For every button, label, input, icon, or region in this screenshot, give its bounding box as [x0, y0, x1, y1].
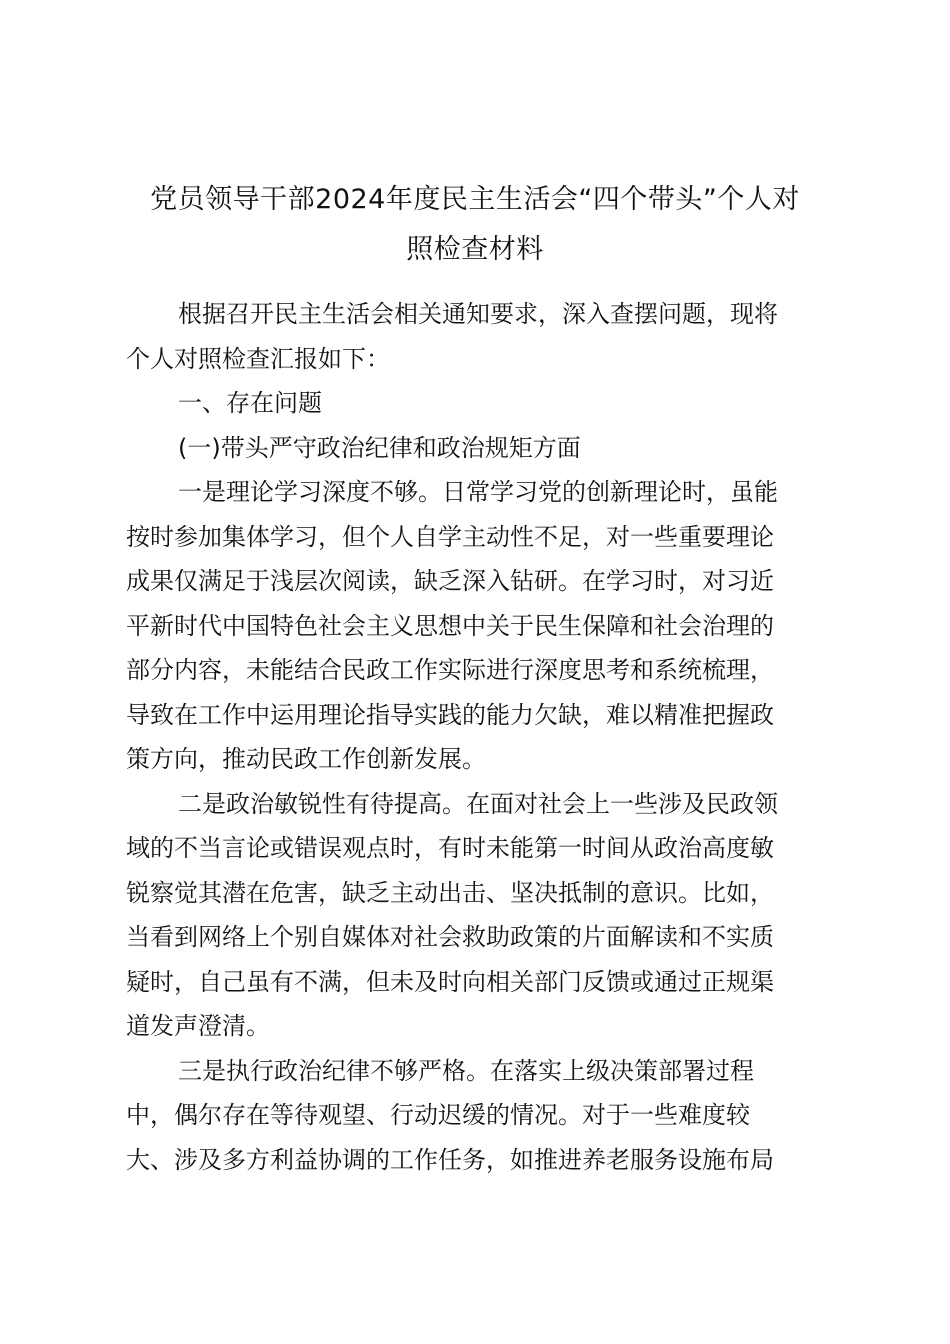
text-line: 锐察觉其潜在危害，缺乏主动出击、坚决抵制的意识。比如，: [126, 878, 774, 907]
text-line: 平新时代中国特色社会主义思想中关于民生保障和社会治理的: [126, 611, 774, 640]
text-line: 个人对照检查汇报如下：: [126, 344, 390, 373]
text-line: 根据召开民主生活会相关通知要求，深入查摆问题，现将: [178, 300, 778, 328]
title-line: 党员领导干部2024年度民主生活会“四个带头”个人对: [150, 184, 800, 215]
text-line: 域的不当言论或错误观点时，有时未能第一时间从政治高度敏: [126, 834, 774, 862]
subsection-heading: [126, 426, 826, 471]
text-line: 导致在工作中运用理论指导实践的能力欠缺，难以精准把握政: [126, 700, 774, 729]
section-heading: [126, 381, 826, 426]
text-line: 中，偶尔存在等待观望、行动迟缓的情况。对于一些难度较: [126, 1101, 750, 1129]
text-line: 三是执行政治纪律不够严格。在落实上级决策部署过程: [178, 1056, 754, 1085]
body-paragraph: [126, 782, 826, 1049]
text-line: 部分内容，未能结合民政工作实际进行深度思考和系统梳理，: [126, 656, 774, 684]
body-paragraph: [126, 1049, 826, 1183]
text-line: 一、存在问题: [178, 389, 322, 417]
intro-paragraph: [126, 292, 826, 381]
text-line: 成果仅满足于浅层次阅读，缺乏深入钻研。在学习时，对习近: [126, 567, 774, 595]
title-line: 照检查材料: [406, 234, 544, 265]
text-line: 道发声澄清。: [126, 1012, 270, 1040]
document-title: [110, 175, 840, 275]
text-line: (一)带头严守政治纪律和政治规矩方面: [178, 433, 581, 462]
text-line: 按时参加集体学习，但个人自学主动性不足，对一些重要理论: [126, 522, 774, 551]
text-line: 大、涉及多方利益协调的工作任务，如推进养老服务设施布局: [126, 1145, 774, 1174]
text-line: 一是理论学习深度不够。日常学习党的创新理论时，虽能: [178, 478, 778, 506]
text-line: 当看到网络上个别自媒体对社会救助政策的片面解读和不实质: [126, 923, 774, 951]
document-body: [126, 292, 826, 1182]
body-paragraph: [126, 470, 826, 782]
text-line: 疑时，自己虽有不满，但未及时向相关部门反馈或通过正规渠: [126, 967, 774, 996]
text-line: 策方向，推动民政工作创新发展。: [126, 745, 486, 773]
text-line: 二是政治敏锐性有待提高。在面对社会上一些涉及民政领: [178, 789, 778, 818]
